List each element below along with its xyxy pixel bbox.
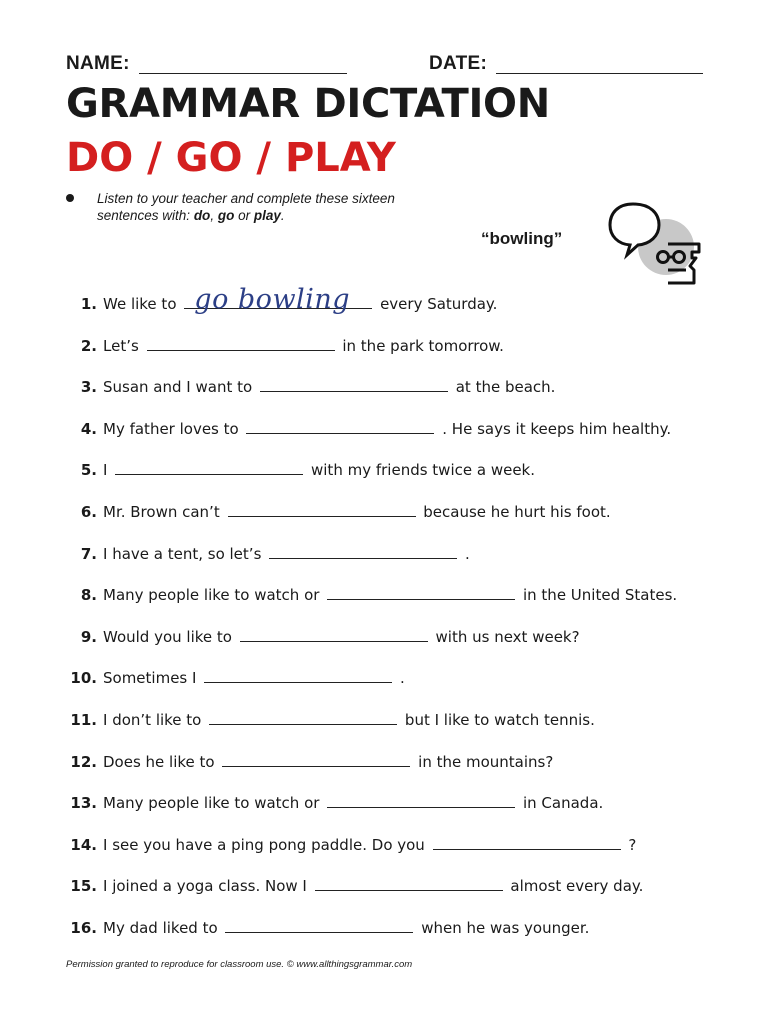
sentence-text-before: My father loves to [103, 419, 239, 438]
sentence-text-after: . [400, 669, 405, 688]
sentence-number: 12. [70, 752, 97, 771]
sentence-text-before: I don’t like to [103, 711, 202, 729]
sentence-text-after: because he hurt his foot. [423, 503, 611, 521]
instructions [97, 190, 477, 224]
sentence-text-after: every Saturday. [380, 295, 498, 313]
sentence-text-before: Many people like to watch or [103, 794, 320, 813]
sentence-number: 14. [70, 835, 97, 854]
sentence-item [66, 460, 535, 480]
sentence-text-after: . [464, 544, 470, 563]
sentence-text-before: I joined a yoga class. Now I [103, 877, 307, 896]
sentence-number: 10. [70, 669, 97, 688]
sentence-text-before: Does he like to [103, 752, 215, 771]
sentence-number: 13. [70, 794, 97, 813]
sentence-text-after: at the beach. [455, 378, 556, 397]
answer-blank[interactable] [225, 919, 413, 933]
sentence-text-before: We like to [103, 295, 177, 313]
sentence-text-after: in the United States. [522, 586, 678, 605]
answer-blank[interactable] [115, 461, 303, 475]
sentence-text-before: Would you like to [103, 627, 232, 646]
sentence-item [66, 284, 498, 315]
sentence-text-before: I [103, 461, 108, 480]
answer-blank[interactable] [327, 586, 515, 600]
sentence-text-after: with us next week? [435, 627, 580, 646]
sentence-item [66, 918, 589, 938]
answer-blank[interactable] [222, 753, 410, 767]
answer-blank[interactable] [269, 545, 457, 559]
answer-blank[interactable] [315, 877, 503, 891]
bullet-point [66, 194, 74, 202]
option-play: play [253, 208, 281, 223]
sentence-text-after: but I like to watch tennis. [404, 711, 595, 729]
page-title: GRAMMAR DICTATION [66, 81, 550, 127]
date-label: DATE: [429, 53, 488, 74]
sentence-item [66, 793, 603, 813]
sentence-number: 4. [80, 419, 97, 438]
example-word: “bowling” [481, 229, 563, 248]
sentence-item [66, 419, 671, 439]
sentence-text-after: in Canada. [522, 794, 604, 813]
sentence-item [66, 710, 595, 730]
sentence-text-after: almost every day. [510, 877, 644, 896]
option-do: do [193, 208, 211, 223]
sentence-number: 8. [80, 586, 97, 605]
date-field[interactable] [496, 55, 703, 74]
answer-blank[interactable] [204, 669, 392, 683]
answer-blank[interactable] [260, 378, 448, 392]
name-label: NAME: [66, 53, 130, 74]
sentence-text-after: . He says it keeps him healthy. [442, 419, 672, 438]
sentence-item [66, 502, 611, 522]
sentence-number: 5. [80, 461, 97, 480]
sentence-text-before: I have a tent, so let’s [103, 544, 262, 563]
sentence-item [66, 835, 636, 855]
sentence-item [66, 752, 553, 772]
sentence-number: 1. [80, 295, 97, 313]
sentence-item [66, 336, 504, 356]
sentence-text-after: when he was younger. [421, 919, 590, 937]
instructions-line-1: Listen to your teacher and complete these sixteen [97, 191, 395, 206]
sentence-number: 3. [80, 378, 97, 397]
handwritten-answer: go bowling [194, 284, 350, 315]
sentence-text-before: Mr. Brown can’t [103, 503, 220, 521]
instructions-prefix: sentences with: [97, 208, 194, 223]
sentence-item [66, 876, 643, 896]
instructions-end: . [280, 208, 285, 223]
sentence-text-before: My dad liked to [103, 919, 218, 937]
sentence-text-before: Susan and I want to [103, 378, 253, 397]
sentence-item [66, 668, 405, 688]
separator: , [210, 208, 218, 223]
sentence-number: 7. [80, 544, 97, 563]
sentence-text-after: in the park tomorrow. [342, 336, 504, 355]
answer-blank[interactable] [147, 337, 335, 351]
answer-blank[interactable] [228, 503, 416, 517]
sentence-item [66, 585, 677, 605]
answer-blank[interactable] [240, 628, 428, 642]
sentence-number: 15. [70, 877, 97, 896]
answer-blank[interactable] [246, 420, 434, 434]
sentence-text-before: Let’s [103, 336, 139, 355]
separator: or [234, 208, 254, 223]
sentence-number: 6. [80, 503, 97, 521]
sentence-text-before: I see you have a ping pong paddle. Do you [103, 835, 425, 854]
sentence-number: 2. [80, 336, 97, 355]
sentence-number: 11. [70, 711, 97, 729]
sentence-text-after: ? [628, 835, 637, 854]
sentence-item [66, 627, 580, 647]
sentence-number: 9. [80, 627, 97, 646]
answer-blank[interactable] [433, 836, 621, 850]
answer-blank[interactable] [184, 284, 372, 315]
instructions-line-2 [97, 207, 477, 224]
sentence-text-before: Sometimes I [103, 669, 197, 688]
sentence-text-before: Many people like to watch or [103, 586, 320, 605]
sentence-item [66, 544, 470, 564]
sentence-text-after: in the mountains? [418, 752, 554, 771]
sentence-text-after: with my friends twice a week. [311, 461, 536, 480]
answer-blank[interactable] [327, 794, 515, 808]
sentence-item [66, 377, 555, 397]
option-go: go [217, 208, 235, 223]
speaking-head-icon [606, 200, 708, 292]
answer-blank[interactable] [209, 711, 397, 725]
footer-permission: Permission granted to reproduce for classroom use. © www.allthingsgrammar.com [66, 959, 413, 970]
page-subtitle: DO / GO / PLAY [66, 135, 396, 181]
sentence-number: 16. [70, 919, 97, 937]
name-field[interactable] [139, 55, 347, 74]
